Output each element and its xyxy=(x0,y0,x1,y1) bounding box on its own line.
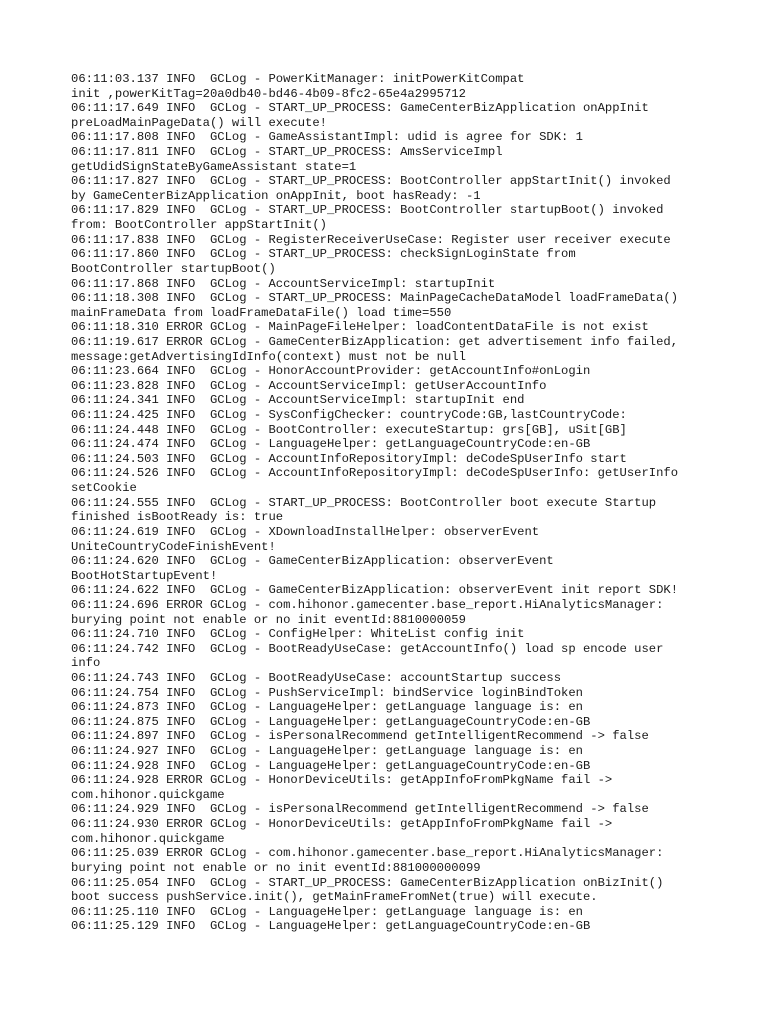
log-line: UniteCountryCodeFinishEvent! xyxy=(71,539,276,554)
log-line: 06:11:17.827 INFO GCLog - START_UP_PROCESS: BootController appStartInit() invoked xyxy=(71,174,671,189)
log-line: 06:11:24.696 ERROR GCLog - com.hihonor.gamecenter.base_report.HiAnalyticsManager: xyxy=(71,597,664,612)
log-line: 06:11:24.930 ERROR GCLog - HonorDeviceUtils: getAppInfoFromPkgName fail -> xyxy=(71,817,613,832)
log-line: 06:11:17.868 INFO GCLog - AccountServiceImpl: startupInit xyxy=(71,276,496,291)
log-line: 06:11:24.503 INFO GCLog - AccountInfoRepositoryImpl: deCodeSpUserInfo start xyxy=(71,451,627,466)
log-line: 06:11:24.619 INFO GCLog - XDownloadInstallHelper: observerEvent xyxy=(71,524,540,539)
log-line: 06:11:25.039 ERROR GCLog - com.hihonor.gamecenter.base_report.HiAnalyticsManager: xyxy=(71,846,664,861)
log-line: 06:11:24.620 INFO GCLog - GameCenterBizApplication: observerEvent xyxy=(71,554,554,569)
log-line: 06:11:23.828 INFO GCLog - AccountServiceImpl: getUserAccountInfo xyxy=(71,378,547,393)
log-text-block xyxy=(71,72,711,934)
log-line: 06:11:24.425 INFO GCLog - SysConfigChecker: countryCode:GB,lastCountryCode: xyxy=(71,408,627,423)
log-line: 06:11:17.649 INFO GCLog - START_UP_PROCESS: GameCenterBizApplication onAppInit xyxy=(71,101,649,116)
log-line: 06:11:18.308 INFO GCLog - START_UP_PROCESS: MainPageCacheDataModel loadFrameData() xyxy=(71,291,679,306)
log-line: 06:11:24.710 INFO GCLog - ConfigHelper: WhiteList config init xyxy=(71,627,525,642)
log-line: 06:11:24.873 INFO GCLog - LanguageHelper: getLanguage language is: en xyxy=(71,700,583,715)
log-line: 06:11:24.341 INFO GCLog - AccountServiceImpl: startupInit end xyxy=(71,393,525,408)
log-line: 06:11:17.838 INFO GCLog - RegisterReceiverUseCase: Register user receiver execute xyxy=(71,232,671,247)
log-line: 06:11:24.526 INFO GCLog - AccountInfoRepositoryImpl: deCodeSpUserInfo: getUserInfo xyxy=(71,466,679,481)
log-line: 06:11:24.555 INFO GCLog - START_UP_PROCESS: BootController boot execute Startup xyxy=(71,495,657,510)
log-line: 06:11:17.811 INFO GCLog - START_UP_PROCESS: AmsServiceImpl xyxy=(71,145,503,160)
log-line: 06:11:24.474 INFO GCLog - LanguageHelper: getLanguageCountryCode:en-GB xyxy=(71,437,591,452)
log-line: from: BootController appStartInit() xyxy=(71,218,327,233)
log-line: 06:11:25.110 INFO GCLog - LanguageHelper: getLanguage language is: en xyxy=(71,904,583,919)
log-line: 06:11:17.829 INFO GCLog - START_UP_PROCESS: BootController startupBoot() invoked xyxy=(71,203,664,218)
log-line: BootController startupBoot() xyxy=(71,261,276,276)
log-line: info xyxy=(71,656,101,671)
log-line: mainFrameData from loadFrameDataFile() load time=550 xyxy=(71,305,452,320)
log-line: 06:11:19.617 ERROR GCLog - GameCenterBizApplication: get advertisement info failed, xyxy=(71,334,679,349)
log-line: burying point not enable or no init eventId:881000000099 xyxy=(71,860,481,875)
log-line: init ,powerKitTag=20a0db40-bd46-4b09-8fc2-65e4a2995712 xyxy=(71,86,466,101)
log-line: burying point not enable or no init eventId:8810000059 xyxy=(71,612,466,627)
log-line: by GameCenterBizApplication onAppInit, boot hasReady: -1 xyxy=(71,188,481,203)
log-line: message:getAdvertisingIdInfo(context) must not be null xyxy=(71,349,466,364)
log-line: 06:11:23.664 INFO GCLog - HonorAccountProvider: getAccountInfo#onLogin xyxy=(71,364,591,379)
log-line: com.hihonor.quickgame xyxy=(71,787,225,802)
log-line: 06:11:24.897 INFO GCLog - isPersonalRecommend getIntelligentRecommend -> false xyxy=(71,729,649,744)
log-line: boot success pushService.init(), getMainFrameFromNet(true) will execute. xyxy=(71,890,598,905)
log-line: preLoadMainPageData() will execute! xyxy=(71,115,327,130)
log-line: 06:11:03.137 INFO GCLog - PowerKitManager: initPowerKitCompat xyxy=(71,72,525,86)
log-line: 06:11:24.743 INFO GCLog - BootReadyUseCase: accountStartup success xyxy=(71,670,562,685)
log-line: getUdidSignStateByGameAssistant state=1 xyxy=(71,159,357,174)
log-line: com.hihonor.quickgame xyxy=(71,831,225,846)
log-line: 06:11:24.927 INFO GCLog - LanguageHelper: getLanguage language is: en xyxy=(71,744,583,759)
log-line: 06:11:24.448 INFO GCLog - BootController: executeStartup: grs[GB], uSit[GB] xyxy=(71,422,627,437)
log-line: 06:11:24.928 INFO GCLog - LanguageHelper: getLanguageCountryCode:en-GB xyxy=(71,758,591,773)
log-line: 06:11:24.875 INFO GCLog - LanguageHelper: getLanguageCountryCode:en-GB xyxy=(71,714,591,729)
log-line: 06:11:24.929 INFO GCLog - isPersonalRecommend getIntelligentRecommend -> false xyxy=(71,802,649,817)
log-line: 06:11:24.742 INFO GCLog - BootReadyUseCase: getAccountInfo() load sp encode user xyxy=(71,641,664,656)
log-line: 06:11:17.808 INFO GCLog - GameAssistantImpl: udid is agree for SDK: 1 xyxy=(71,130,583,145)
log-line: 06:11:25.054 INFO GCLog - START_UP_PROCESS: GameCenterBizApplication onBizInit() xyxy=(71,875,664,890)
log-line: BootHotStartupEvent! xyxy=(71,568,218,583)
log-line: 06:11:18.310 ERROR GCLog - MainPageFileHelper: loadContentDataFile is not exist xyxy=(71,320,649,335)
log-line: 06:11:24.754 INFO GCLog - PushServiceImpl: bindService loginBindToken xyxy=(71,685,583,700)
log-line: 06:11:17.860 INFO GCLog - START_UP_PROCESS: checkSignLoginState from xyxy=(71,247,576,262)
log-line: 06:11:25.129 INFO GCLog - LanguageHelper: getLanguageCountryCode:en-GB xyxy=(71,919,591,934)
log-line: 06:11:24.622 INFO GCLog - GameCenterBizApplication: observerEvent init report SDK! xyxy=(71,583,679,598)
log-line: finished isBootReady is: true xyxy=(71,510,284,525)
log-line: 06:11:24.928 ERROR GCLog - HonorDeviceUtils: getAppInfoFromPkgName fail -> xyxy=(71,773,613,788)
log-line: setCookie xyxy=(71,481,137,496)
